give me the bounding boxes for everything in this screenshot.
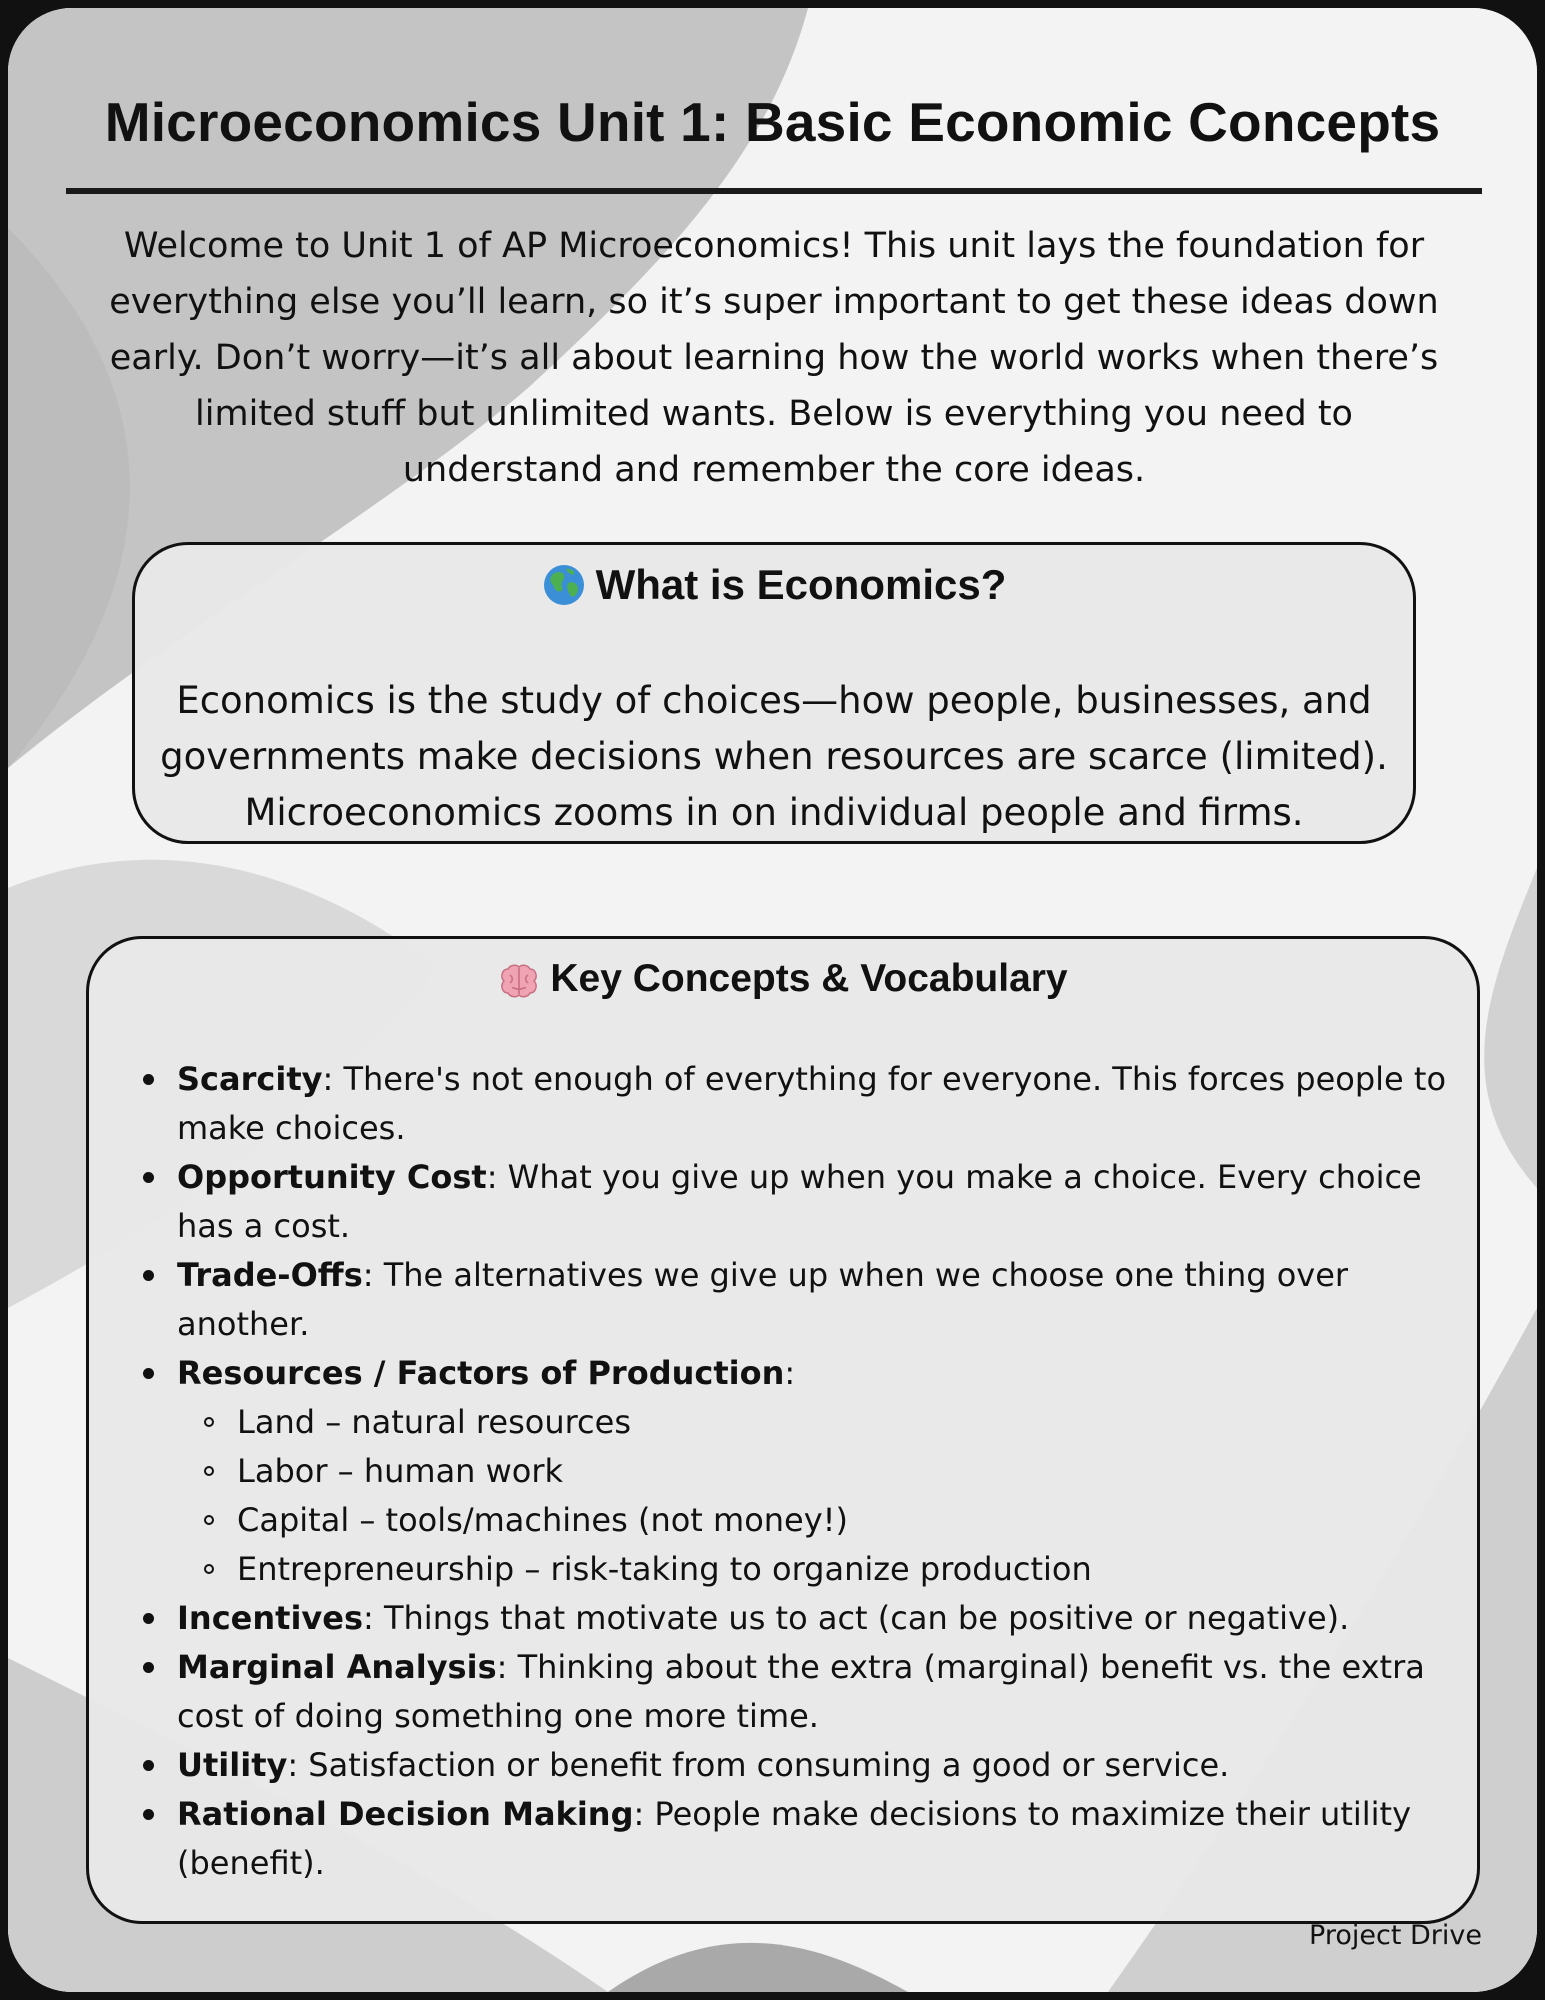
concept-term: Rational Decision Making [177,1795,634,1833]
page-title: Microeconomics Unit 1: Basic Economic Concepts [104,91,1441,153]
concept-utility [137,1741,1453,1790]
economics-definition: Economics is the study of choices—how people, businesses, and governments make decisions when resources are scarce (limited). Microeconomics zooms in on individual people and firms. [160,679,1388,834]
factor-land: Land – natural resources [237,1398,1453,1447]
concept-term: Scarcity [177,1060,323,1098]
footer-credit: Project Drive [1309,1920,1482,1951]
concept-term: Resources / Factors of Production [177,1354,785,1392]
concept-term: Utility [177,1746,288,1784]
concept-definition: : People make decisions to maximize their utility (benefit). [177,1795,1412,1882]
concept-definition: : [784,1354,796,1392]
concept-marginal-analysis [137,1643,1453,1741]
globe-icon [542,563,586,617]
worksheet-page [8,8,1537,1992]
concept-definition: : The alternatives we give up when we choose one thing over another. [177,1256,1349,1343]
factor-capital: Capital – tools/machines (not money!) [237,1496,1453,1545]
concept-term: Trade-Offs [177,1256,363,1294]
concept-definition: : Satisfaction or benefit from consuming a good or service. [287,1746,1230,1784]
brain-icon [498,963,540,1009]
concept-opportunity-cost [137,1153,1453,1251]
what-is-economics-heading [135,545,1413,617]
concept-definition: : There's not enough of everything for everyone. This forces people to make choices. [177,1060,1447,1147]
what-is-economics-card [132,542,1416,844]
concept-definition: : What you give up when you make a choice. Every choice has a cost. [177,1158,1422,1245]
what-is-economics-title: What is Economics? [595,561,1007,608]
concept-trade-offs [137,1251,1453,1349]
concept-term: Opportunity Cost [177,1158,487,1196]
concept-list [89,1055,1477,1888]
concept-term: Marginal Analysis [177,1648,497,1686]
concept-rational-decision-making [137,1790,1453,1888]
intro-paragraph: Welcome to Unit 1 of AP Microeconomics! This unit lays the foundation for everything else you’ll learn, so it’s super important to get these ideas down early. Don’t worry—it’s all about learning how the world works when there’s limited stuff but unlimited wants. Below is everything you need to understand and remember the core ideas. [109,226,1439,490]
concept-scarcity [137,1055,1453,1153]
concept-definition: : Things that motivate us to act (can be positive or negative). [363,1599,1350,1637]
concept-resources [137,1349,1453,1594]
factors-of-production-list [177,1398,1453,1594]
key-concepts-heading [89,939,1477,1009]
concept-term: Incentives [177,1599,364,1637]
key-concepts-title: Key Concepts & Vocabulary [550,957,1068,1000]
key-concepts-card [86,936,1480,1924]
concept-incentives [137,1594,1453,1643]
factor-entrepreneurship: Entrepreneurship – risk-taking to organize production [237,1545,1453,1594]
concept-definition: : Thinking about the extra (marginal) benefit vs. the extra cost of doing something one more time. [177,1648,1425,1735]
factor-labor: Labor – human work [237,1447,1453,1496]
title-divider [66,188,1482,194]
